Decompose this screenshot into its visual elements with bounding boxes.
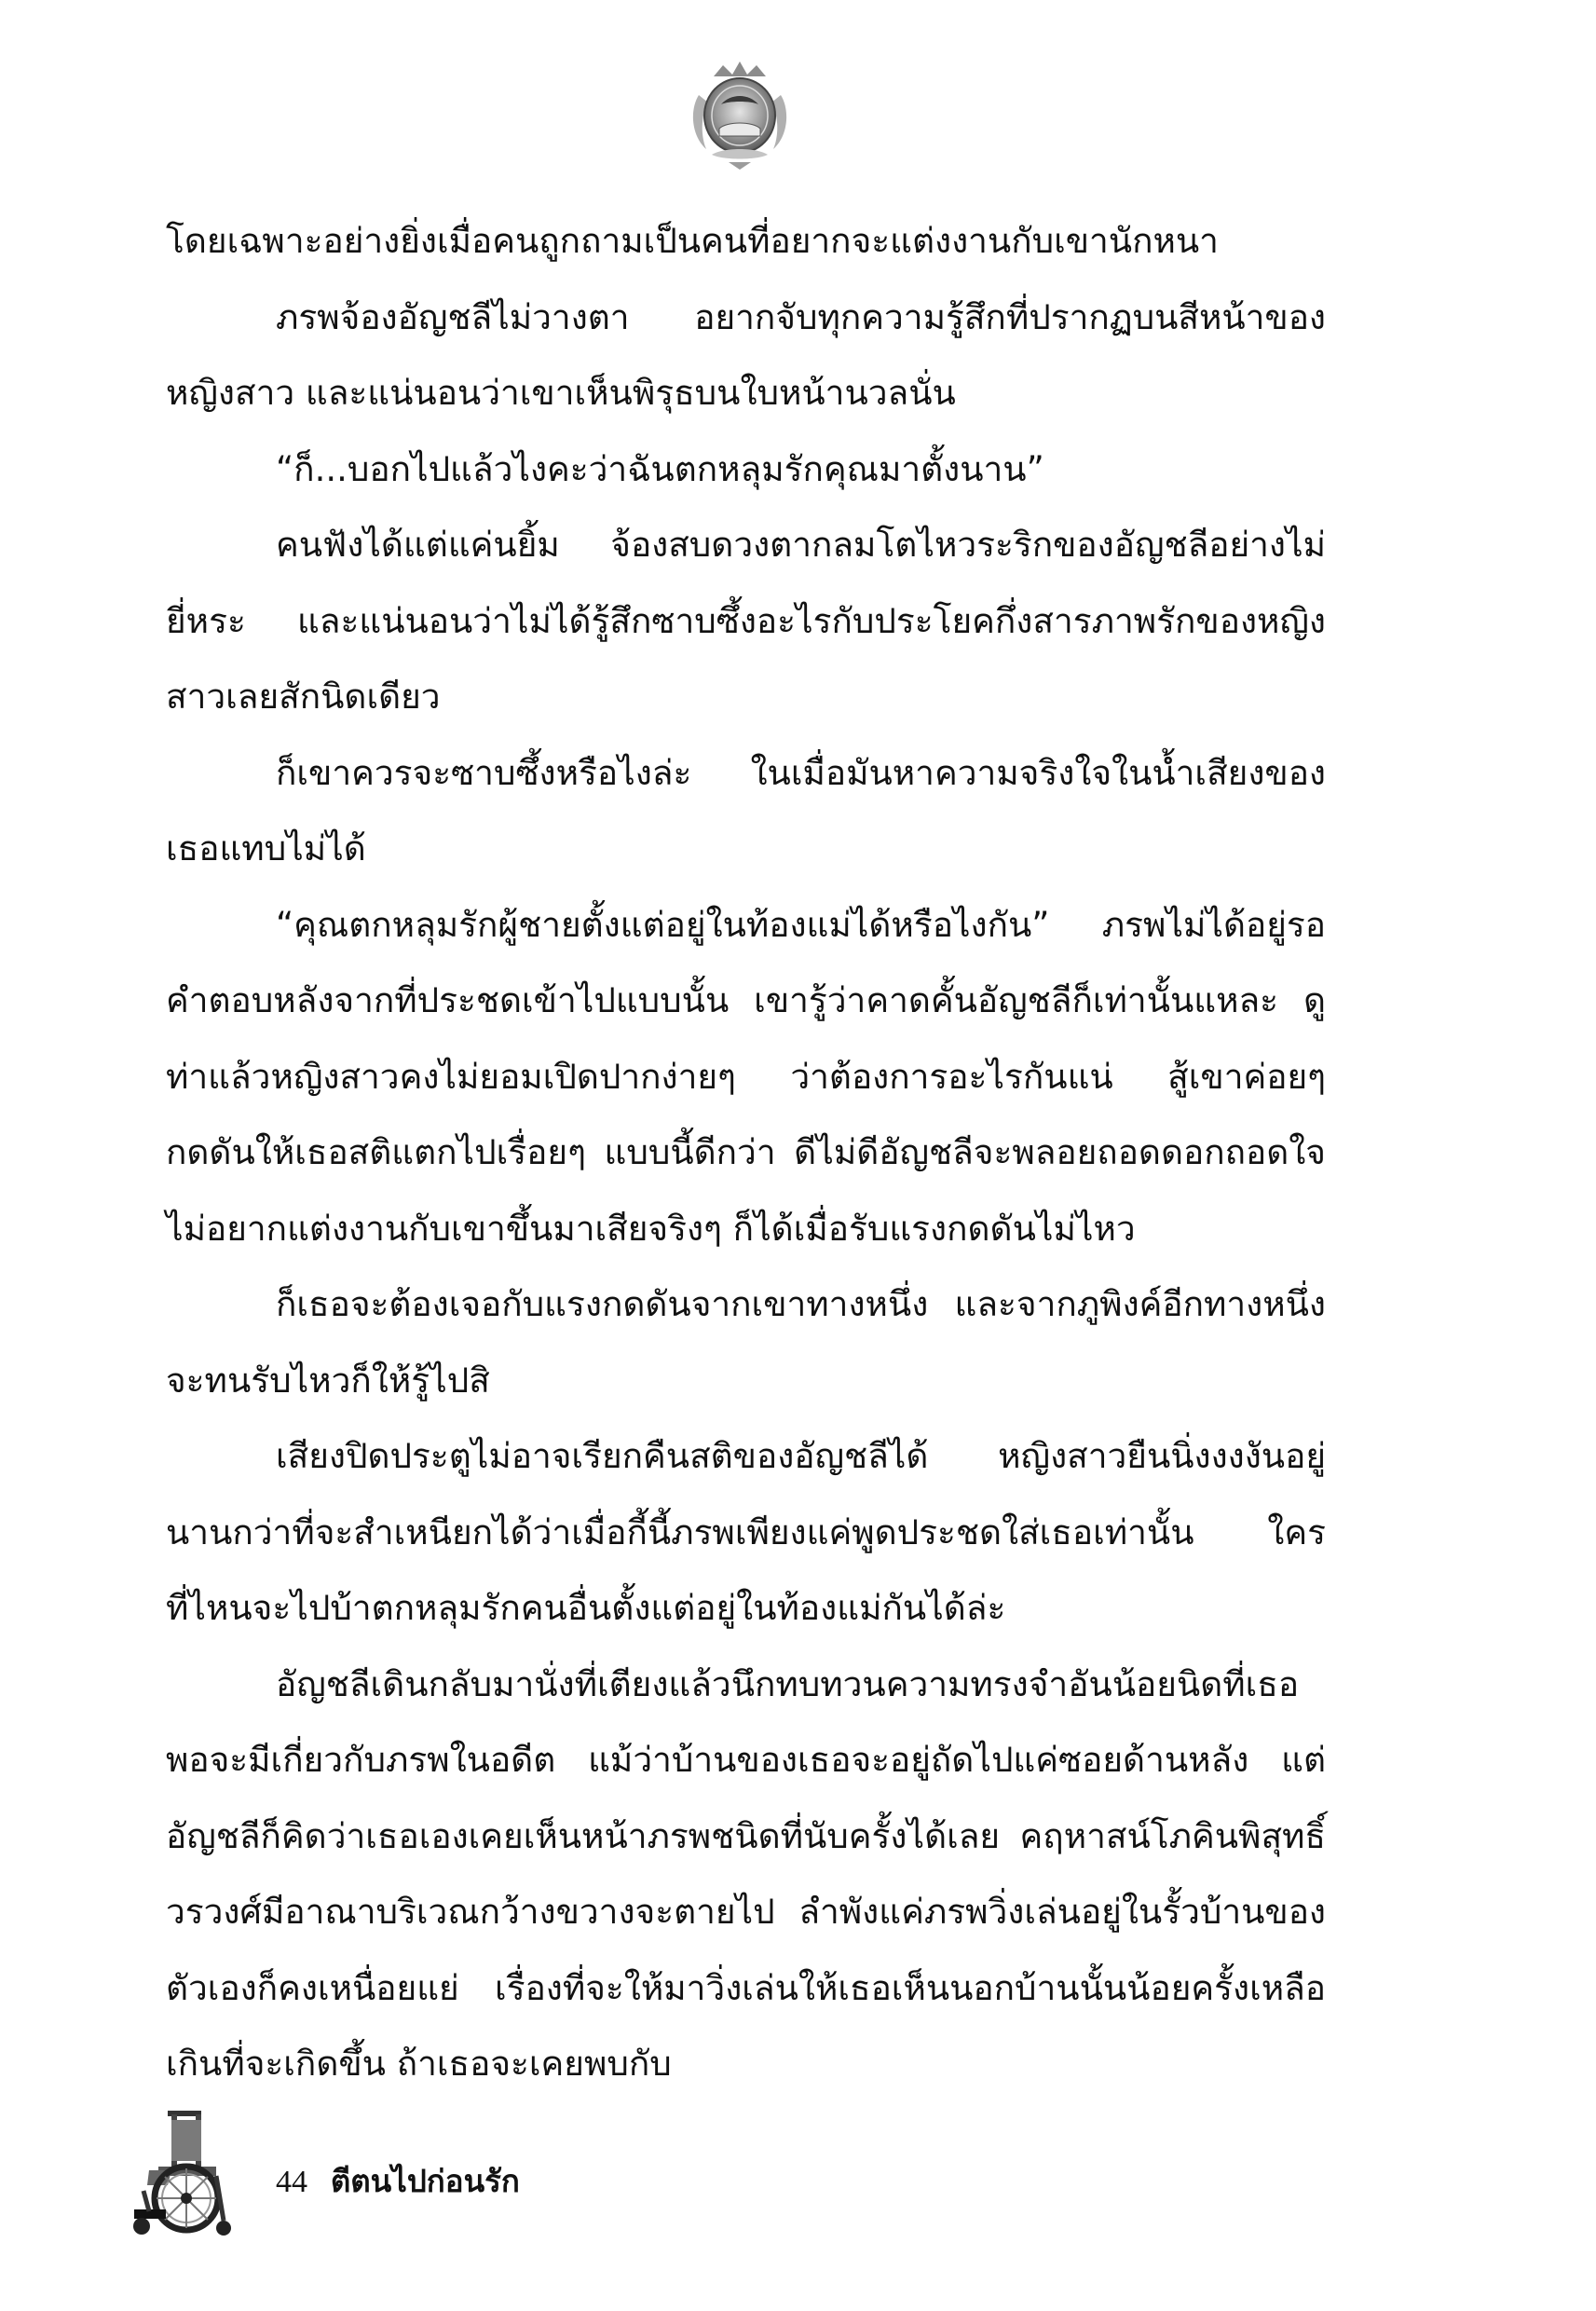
book-title: ตีตนไปก่อนรัก [330, 2163, 520, 2199]
paragraph: “คุณตกหลุมรักผู้ชายตั้งแต่อยู่ในท้องแม่ได้หรือไงกัน” ภรพไม่ได้อยู่รอคำตอบหลังจากที่ประชดเข้าไปแบบนั้น เขารู้ว่าคาดคั้นอัญชลีก็เท่านั้นแหละ ดูท่าแล้วหญิงสาวคงไม่ยอมเปิดปากง่ายๆ ว่าต้องการอะไรกันแน่ สู้เขาค่อยๆ กดดันให้เธอสติแตกไปเรื่อยๆ แบบนี้ดีกว่า ดีไม่ดีอัญชลีจะพลอยถอดดอกถอดใจไม่อยากแต่งงานกับเขาขึ้นมาเสียจริงๆ ก็ได้เมื่อรับแรงกดดันไม่ไหว [166, 904, 1326, 1249]
wheelchair-icon [130, 2101, 240, 2241]
paragraph: โดยเฉพาะอย่างยิ่งเมื่อคนถูกถามเป็นคนที่อยากจะแต่งงานกับเขานักหนา [166, 221, 1219, 261]
paragraph: ภรพจ้องอัญชลีไม่วางตา อยากจับทุกความรู้สึกที่ปรากฏบนสีหน้าของหญิงสาว และแน่นอนว่าเขาเห็นพิรุธบนใบหน้านวลนั่น [166, 296, 1326, 413]
paragraph: อัญชลีเดินกลับมานั่งที่เตียงแล้วนึกทบทวนความทรงจำอันน้อยนิดที่เธอพอจะมีเกี่ยวกับภรพในอดีต แม้ว่าบ้านของเธอจะอยู่ถัดไปแค่ซอยด้านหลัง แต่อัญชลีก็คิดว่าเธอเองเคยเห็นหน้าภรพชนิดที่นับครั้งได้เลย คฤหาสน์โภคินพิสุทธิ์วรวงศ์มีอาณาบริเวณกว้างขวางจะตายไป ลำพังแค่ภรพวิ่งเล่นอยู่ในรั้วบ้านของตัวเองก็คงเหนื่อยแย่ เรื่องที่จะให้มาวิ่งเล่นให้เธอเห็นนอกบ้านนั้นน้อยครั้งเหลือเกินที่จะเกิดขึ้น ถ้าเธอจะเคยพบกับ [166, 1663, 1326, 2084]
page-number: 44 [276, 2165, 307, 2199]
page-body-text [166, 203, 1326, 2102]
paragraph: ก็เธอจะต้องเจอกับแรงกดดันจากเขาทางหนึ่ง และจากภูพิงค์อีกทางหนึ่ง จะทนรับไหวก็ให้รู้ไปสิ [166, 1284, 1326, 1401]
page-footer [130, 2101, 783, 2250]
footer-caption [276, 2163, 520, 2201]
paragraph: “ก็...บอกไปแล้วไงคะว่าฉันตกหลุมรักคุณมาตั้งนาน” [276, 448, 1044, 489]
publisher-crest-icon [686, 58, 794, 171]
paragraph: เสียงปิดประตูไม่อาจเรียกคืนสติของอัญชลีได้ หญิงสาวยืนนิ่งงงงันอยู่นานกว่าที่จะสำเหนียกได้ว่าเมื่อกี้นี้ภรพเพียงแค่พูดประชดใส่เธอเท่านั้น ใครที่ไหนจะไปบ้าตกหลุมรักคนอื่นตั้งแต่อยู่ในท้องแม่กันได้ล่ะ [166, 1436, 1326, 1628]
paragraph: ก็เขาควรจะซาบซึ้งหรือไงล่ะ ในเมื่อมันหาความจริงใจในน้ำเสียงของเธอแทบไม่ได้ [166, 752, 1326, 868]
paragraph: คนฟังได้แต่แค่นยิ้ม จ้องสบดวงตากลมโตไหวระริกของอัญชลีอย่างไม่ยี่หระ และแน่นอนว่าไม่ได้รู้สึกซาบซึ้งอะไรกับประโยคกึ่งสารภาพรักของหญิงสาวเลยสักนิดเดียว [166, 525, 1326, 717]
